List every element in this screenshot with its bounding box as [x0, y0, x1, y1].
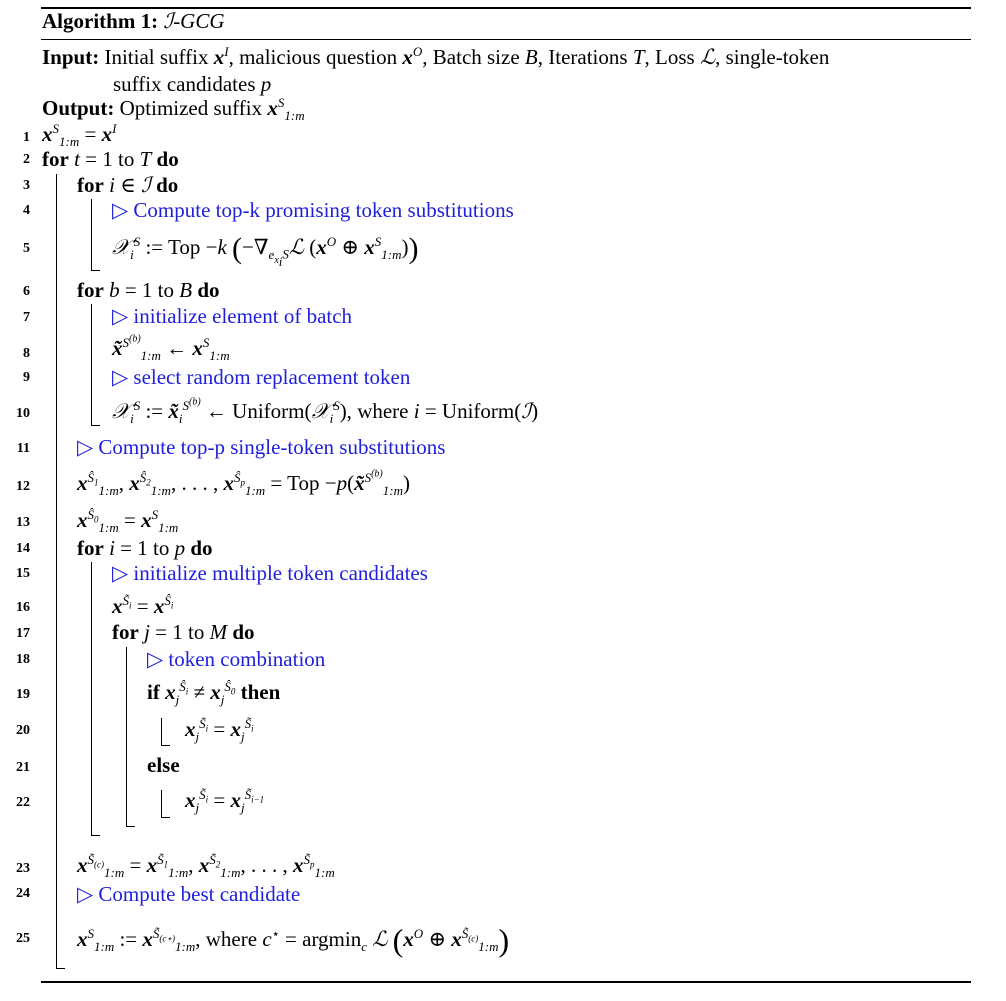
output-label: Output:	[42, 96, 115, 120]
line-number: 16	[16, 600, 30, 615]
line-17: for j = 1 to M do	[112, 620, 255, 644]
line-16: $x^{S̃_i} = x^{Ŝ_i}$	[112, 593, 174, 618]
for-j-bar-end	[126, 826, 135, 827]
algorithm-title-name: ℐ-GCG	[163, 9, 225, 33]
line-10: 𝒳$_i^S$ := $x̃_i^{S^{(b)}}$ ← Uniform(𝒳$_i^S$), where i = Uniform(ℐ)	[112, 396, 539, 427]
line-3: for i ∈ ℐ do	[77, 173, 179, 197]
line-number: 18	[16, 652, 30, 667]
comment-line-4: ▷ Compute top-k promising token substitutions	[112, 198, 514, 222]
for-i-bar-end	[91, 270, 100, 271]
line-number: 25	[16, 931, 30, 946]
input-label: Input:	[42, 45, 100, 69]
line-number: 24	[16, 886, 30, 901]
input-block: Input: Initial suffix $x^I$, malicious question $x^O$, Batch size B, Iterations T, Loss ℒ, single-token	[42, 44, 830, 69]
for-i-p-bar	[91, 562, 92, 836]
line-21: else	[147, 753, 180, 777]
line-2: for t = 1 to T do	[42, 147, 179, 171]
line-20: $x_j^{S̃_i} = x_j^{S̃_i}$	[185, 716, 254, 745]
for-i-bar	[91, 199, 92, 271]
then-bar-end	[161, 745, 170, 746]
line-number: 5	[23, 241, 30, 256]
line-8: x̃$^{S^{(b)}}_{1:m}$ ← $x^S_{1:m}$	[112, 333, 230, 364]
comment-line-11: ▷ Compute top-p single-token substitutions	[77, 435, 446, 459]
for-i-p-bar-end	[91, 835, 100, 836]
comment-line-7: ▷ initialize element of batch	[112, 304, 353, 328]
line-5: 𝒳$_i^S$ := Top −k ($-\nabla_{e_{x_i^S}}ℒ$ ($x^O$ ⊕ $x^S_{1:m}$))	[112, 232, 419, 269]
line-number: 11	[16, 441, 30, 456]
line-number: 3	[23, 178, 30, 193]
bottom-rule	[41, 981, 971, 983]
line-number: 8	[23, 346, 30, 361]
line-number: 20	[16, 723, 30, 738]
for-b-bar-end	[91, 425, 100, 426]
input-line2: suffix candidates p	[113, 72, 272, 96]
line-number: 7	[23, 310, 30, 325]
algorithm-title-prefix: Algorithm 1:	[42, 9, 159, 33]
line-19: if $x_j^{Ŝ_i} \ne x_j^{Ŝ_0}$ then	[147, 679, 281, 708]
output-block: Output: Optimized suffix $x^S_{1:m}$	[42, 95, 305, 124]
line-number: 22	[16, 795, 30, 810]
line-number: 14	[16, 541, 30, 556]
line-23: $x^{S̃_{(c)}}_{1:m} = x^{S̃_1}_{1:m}$, $x^{S̃_2}_{1:m}$, . . . , $x^{S̃_p}_{1:m}$	[77, 852, 335, 881]
line-13: $x^{Ŝ_0}_{1:m} = x^S_{1:m}$	[77, 507, 179, 536]
line-number: 9	[23, 370, 30, 385]
line-1: $x^S_{1:m} = x^I$	[42, 121, 117, 150]
title-rule	[41, 39, 971, 40]
comment-line-24: ▷ Compute best candidate	[77, 882, 301, 906]
line-number: 2	[23, 152, 30, 167]
comment-line-18: ▷ token combination	[147, 647, 326, 671]
line-number: 13	[16, 515, 30, 530]
line-12: $x^{Ŝ_1}_{1:m}$, $x^{Ŝ_2}_{1:m}$, . . . , $x^{Ŝ_p}_{1:m}$ = Top −p(x̃$^{S^{(b)}}_{1:m}$)	[77, 468, 410, 499]
for-j-bar	[126, 647, 127, 827]
comment-line-9: ▷ select random replacement token	[112, 365, 411, 389]
line-22: $x_j^{S̃_i} = x_j^{S̃_{i-1}}$	[185, 787, 265, 816]
line-number: 21	[16, 760, 30, 775]
line-number: 10	[16, 406, 30, 421]
else-bar-end	[161, 817, 170, 818]
comment-line-15: ▷ initialize multiple token candidates	[112, 561, 428, 585]
for-t-bar-end	[56, 968, 65, 969]
line-number: 23	[16, 861, 30, 876]
line-6: for b = 1 to B do	[77, 278, 220, 302]
line-number: 19	[16, 687, 30, 702]
then-bar	[161, 718, 162, 746]
algorithm-title	[42, 9, 225, 34]
for-b-bar	[91, 304, 92, 426]
line-25: $x^S_{1:m}$ := $x^{S̃_{(c⋆)}}_{1:m}$, where c⋆ = argmin$_c$ ℒ ($x^O$ ⊕ $x^{S̃_{(c)}}_{1:m}$)	[77, 922, 510, 958]
line-number: 6	[23, 284, 30, 299]
line-number: 1	[23, 130, 30, 145]
line-number: 4	[23, 203, 30, 218]
else-bar	[161, 790, 162, 818]
line-number: 15	[16, 566, 30, 581]
for-t-bar	[56, 174, 57, 969]
line-number: 12	[16, 479, 30, 494]
line-number: 17	[16, 626, 30, 641]
line-14: for i = 1 to p do	[77, 536, 213, 560]
